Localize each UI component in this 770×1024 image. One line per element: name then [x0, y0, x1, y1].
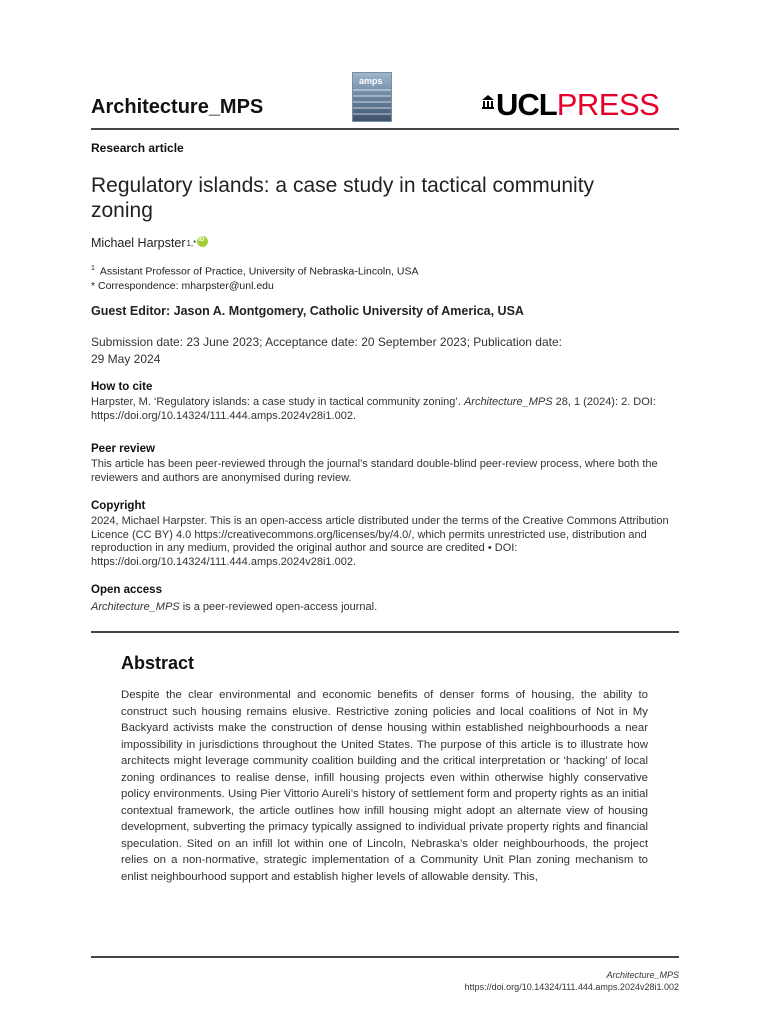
cite-text-1: Harpster, M. ‘Regulatory islands: a case study in tactical community zoning’.: [91, 396, 464, 408]
cite-text: [91, 396, 679, 423]
cite-text-2: 28, 1 (2024): 2. DOI: https://doi.org/10.14324/111.444.amps.2024v28i1.002.: [91, 396, 656, 422]
footer-divider: [91, 956, 679, 958]
affiliation-number: 1: [91, 265, 95, 272]
journal-cover-thumbnail: [352, 72, 392, 122]
orcid-icon[interactable]: [197, 236, 208, 247]
author-name: Michael Harpster: [91, 236, 186, 250]
cite-heading: How to cite: [91, 381, 153, 393]
affiliation: [91, 265, 419, 278]
author-line: [91, 236, 208, 250]
article-type: Research article: [91, 141, 184, 155]
guest-editor: Guest Editor: Jason A. Montgomery, Catholic University of America, USA: [91, 304, 524, 318]
correspondence: * Correspondence: mharpster@unl.edu: [91, 280, 274, 292]
dates-line-2: 29 May 2024: [91, 352, 161, 366]
header-divider: [91, 128, 679, 130]
article-title: Regulatory islands: a case study in tactical community zoning: [91, 174, 595, 222]
publisher-ucl: UCL: [496, 87, 557, 122]
open-access-heading: Open access: [91, 584, 162, 596]
copyright-heading: Copyright: [91, 500, 146, 512]
affiliation-text: Assistant Professor of Practice, University of Nebraska-Lincoln, USA: [99, 265, 419, 278]
open-access-journal: Architecture_MPS: [91, 601, 180, 613]
copyright-text: 2024, Michael Harpster. This is an open-access article distributed under the terms of the Creative Commons Attribution Licence (CC BY) 4.0 https://creativecommons.org/licenses/by/4.0/, which permits unrestricted use, distribution and reproduction in any medium, provided the original author and source are credited • DOI: https://doi.org/10.14324/111.444.amps.2024v28i1.002.: [91, 515, 669, 568]
ucl-building-icon: [482, 95, 494, 109]
cite-journal: Architecture_MPS: [463, 396, 553, 408]
journal-title: Architecture_MPS: [91, 96, 264, 118]
open-access-rest: is a peer-reviewed open-access journal.: [179, 601, 378, 613]
open-access-text: [91, 601, 679, 615]
abstract-text: Despite the clear environmental and economic benefits of denser forms of housing, the ability to construct such housing remains elusive. Restrictive zoning policies and local coalitions of Not in My Backyard activists make the construction of dense housing within established neighbourhoods a near impossibility in jurisdictions throughout the United States. The purpose of this article is to illustrate how architects might leverage community coalition building and the critical interpretation or ‘hacking’ of local zoning ordinances to realise dense, infill housing projects even within otherwise highly conservative policy environments. Using Pier Vittorio Aureli’s history of settlement form and property rights as an initial contextual framework, the article outlines how infill housing might adopt an alternate view of housing development, subverting the primacy typically assigned to individual private property rights and financial speculation. Sited on an infill lot within one of Lincoln, Nebraska’s older neighbourhoods, the project relies on a non-normative, strategic implementation of a Community Unit Plan zoning mechanism to enlist neighbourhood support and establish higher levels of allowable density. This,: [121, 689, 648, 883]
footer-journal: Architecture_MPS: [606, 970, 679, 980]
peer-review-text: This article has been peer-reviewed through the journal’s standard double-blind peer-review process, where both the reviewers and authors are anonymised during review.: [91, 458, 658, 484]
article-dates: [91, 334, 651, 368]
section-divider: [91, 631, 679, 633]
footer-doi[interactable]: https://doi.org/10.14324/111.444.amps.2024v28i1.002: [464, 982, 679, 992]
dates-line-1: Submission date: 23 June 2023; Acceptance date: 20 September 2023; Publication date:: [91, 335, 562, 349]
peer-review-heading: Peer review: [91, 443, 155, 455]
abstract-heading: Abstract: [121, 653, 195, 673]
author-sup: 1,*: [186, 238, 197, 248]
cover-label: amps: [359, 76, 383, 86]
publisher-press: PRESS: [556, 87, 660, 122]
publisher-logo: [482, 88, 659, 122]
